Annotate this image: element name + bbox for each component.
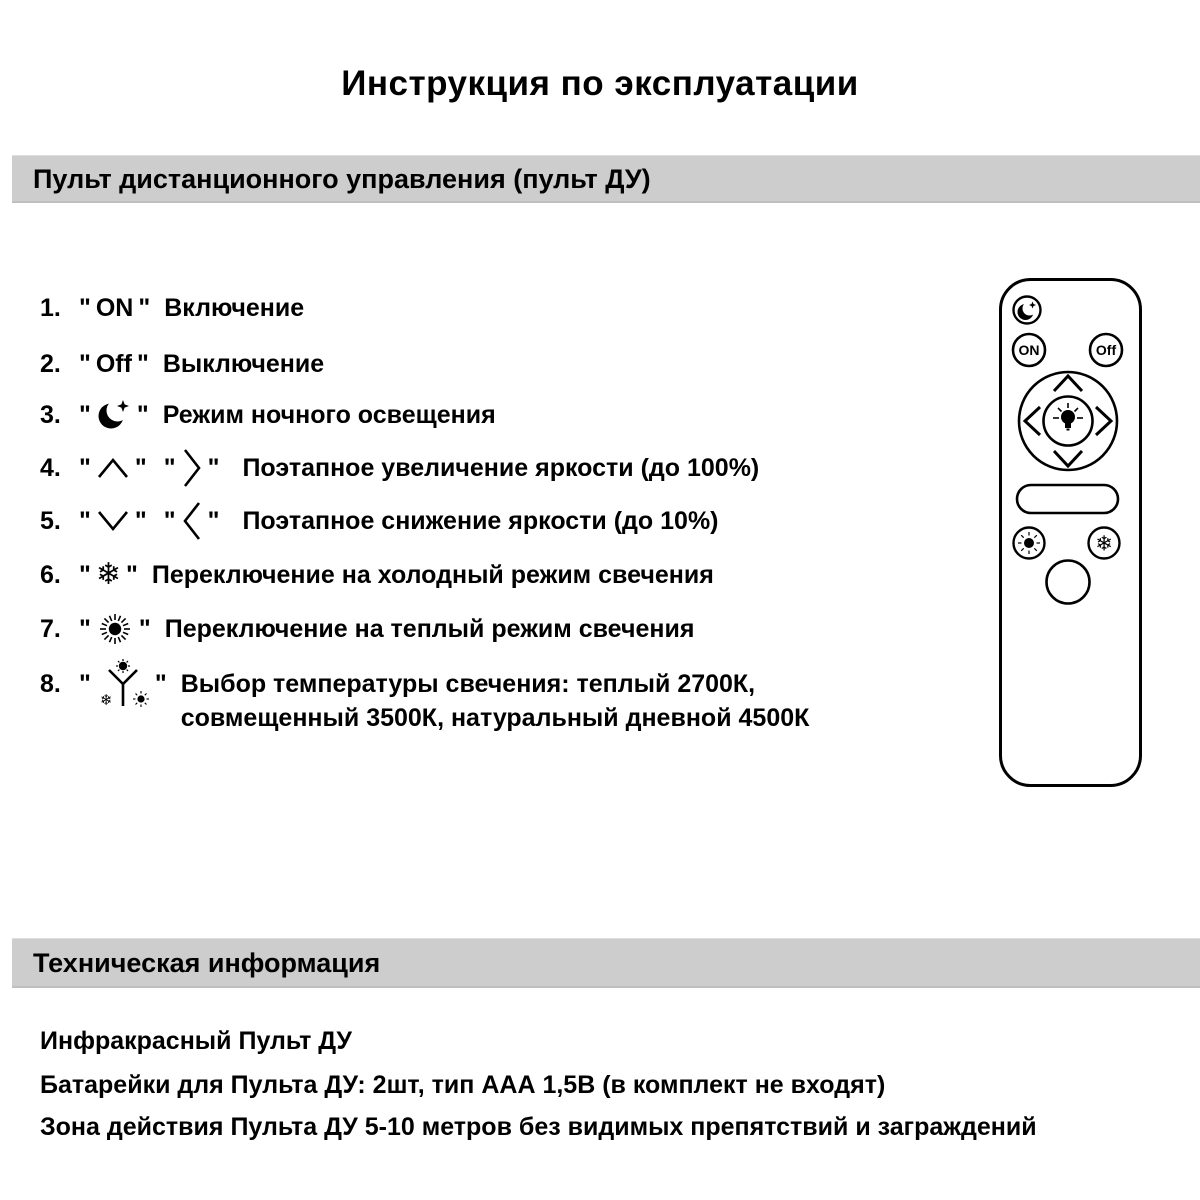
item-description: Переключение на холодный режим свечения	[151, 561, 714, 589]
close-quote: "	[154, 670, 167, 698]
sun-icon	[96, 610, 134, 648]
item-description: Поэтапное увеличение яркости (до 100%)	[242, 454, 760, 482]
item-description: Переключение на теплый режим свечения	[164, 615, 695, 643]
open-quote: "	[79, 507, 91, 535]
item-number: 1.	[40, 294, 61, 322]
open-quote: "	[163, 507, 176, 535]
tech-line-batteries: Батарейки для Пульта ДУ: 2шт, тип ААА 1,5В (в комплект не входят)	[40, 1071, 886, 1099]
item-description: Включение	[164, 294, 305, 322]
snowflake-icon: ❄	[95, 557, 121, 592]
instruction-item-5	[40, 504, 719, 538]
tech-line-remote-type: Инфракрасный Пульт ДУ	[40, 1027, 352, 1055]
chevron-right-icon	[181, 447, 203, 489]
item-number: 6.	[40, 561, 61, 589]
item-number: 7.	[40, 615, 61, 643]
close-quote: "	[134, 454, 147, 482]
item-description: Поэтапное снижение яркости (до 10%)	[242, 507, 719, 535]
close-quote: "	[136, 350, 149, 378]
warm-mode-button	[1014, 528, 1045, 559]
item-description-line2: совмещенный 3500К, натуральный дневной 4500К	[180, 704, 810, 732]
section-header-remote: Пульт дистанционного управления (пульт ДУ)	[12, 155, 1200, 203]
sun-icon	[1018, 532, 1040, 554]
snowflake-mini-icon: ❄	[99, 691, 113, 709]
tech-line-range: Зона действия Пульта ДУ 5-10 метров без видимых препятствий и заграждений	[40, 1113, 1037, 1141]
off-button-label: Off	[1095, 342, 1117, 358]
item-number: 3.	[40, 401, 61, 429]
item-number: 5.	[40, 507, 61, 535]
item-description: Режим ночного освещения	[162, 401, 496, 429]
chevron-down-icon	[96, 509, 130, 533]
remote-illustration	[996, 274, 1146, 792]
on-button-label: ON	[1018, 342, 1040, 358]
item-number: 8.	[40, 670, 61, 698]
open-quote: "	[79, 615, 91, 643]
section-header-tech: Техническая информация	[12, 938, 1200, 988]
instruction-item-4	[40, 451, 759, 485]
open-quote: "	[163, 454, 176, 482]
open-quote: "	[79, 561, 91, 589]
instruction-item-6	[40, 558, 714, 592]
close-quote: "	[136, 401, 149, 429]
item-description: Выключение	[162, 350, 325, 378]
off-label: Off	[95, 350, 132, 378]
page-title: Инструкция по эксплуатации	[341, 64, 859, 103]
instruction-item-1	[40, 291, 304, 325]
item-number: 2.	[40, 350, 61, 378]
color-temperature-icon	[96, 658, 150, 710]
close-quote: "	[138, 615, 151, 643]
open-quote: "	[79, 454, 91, 482]
close-quote: "	[126, 561, 138, 589]
snowflake-icon: ❄	[1095, 531, 1113, 556]
close-quote: "	[207, 507, 220, 535]
close-quote: "	[134, 507, 147, 535]
item-description: Выбор температуры свечения: теплый 2700К,	[180, 670, 756, 698]
crescent-moon-icon	[96, 397, 132, 433]
instruction-item-8	[40, 667, 809, 735]
open-quote: "	[79, 350, 91, 378]
chevron-up-icon	[96, 456, 130, 480]
instruction-item-3	[40, 398, 496, 432]
open-quote: "	[79, 294, 91, 322]
open-quote: "	[79, 670, 91, 698]
chevron-left-icon	[181, 500, 203, 542]
instruction-item-7	[40, 612, 694, 646]
on-label: ON	[95, 294, 134, 322]
instruction-item-2	[40, 347, 324, 381]
close-quote: "	[138, 294, 151, 322]
item-number: 4.	[40, 454, 61, 482]
close-quote: "	[207, 454, 220, 482]
open-quote: "	[79, 401, 91, 429]
